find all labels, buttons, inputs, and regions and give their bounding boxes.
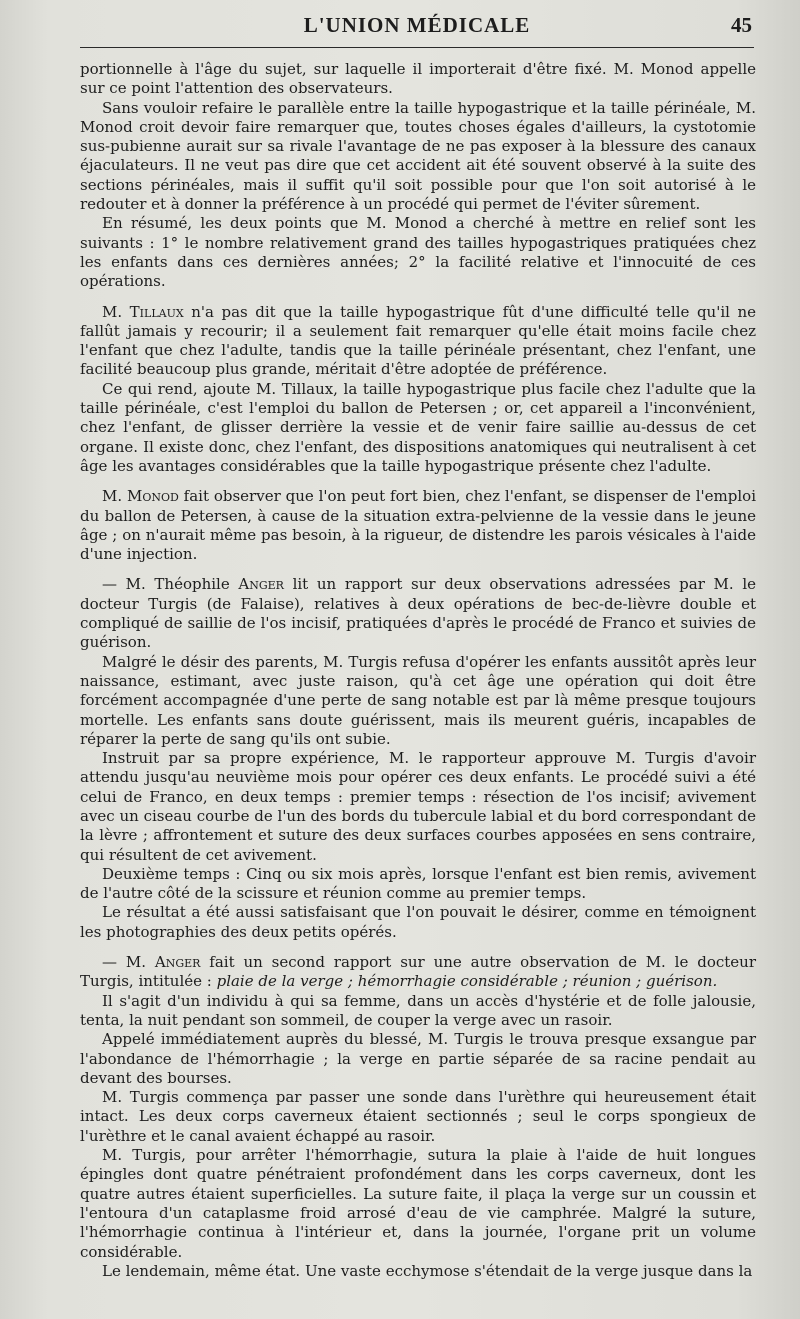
paragraph-text: M. Turgis commença par passer une sonde dans l'urèthre qui heureusement était intact. Les deux corps caverneux étaient sectionnés ; seul le corps spongieux de l'urèthre et le canal avaient échappé au rasoir. <box>80 1088 756 1145</box>
paragraph <box>80 903 756 942</box>
paragraph-lead: — M. <box>102 953 155 972</box>
paragraph-lead: M. <box>102 302 130 321</box>
paragraph-text: Deuxième temps : Cinq ou six mois après, lorsque l'enfant est bien remis, avivement de l'autre côté de la scissure et réunion comme au premier temps. <box>80 864 756 903</box>
paragraph-text: portionnelle à l'âge du sujet, sur laquelle il importerait d'être fixé. M. Monod appelle sur ce point l'attention des observateurs. <box>80 60 756 98</box>
paragraph-text: Malgré le désir des parents, M. Turgis refusa d'opérer les enfants aussitôt après leur naissance, estimant, avec juste raison, qu'à cet âge une opération qui doit être forcément accompagnée d'une perte de sang notable est par là même presque toujours mortelle. Les enfants sans doute guérissent, mais ils meurent guéris, incapables de réparer la perte de sang qu'ils ont subie. <box>80 652 756 748</box>
paragraph-lead: — M. Théophile <box>102 575 239 594</box>
title-italic: plaie de la verge ; hémorrhagie considérable ; réunion ; guérison. <box>216 972 718 991</box>
paragraph-lead: M. <box>102 487 127 506</box>
paragraph-text: Appelé immédiatement auprès du blessé, M. Turgis le trouva presque exsangue par l'abondance de l'hémorrhagie ; la verge en partie séparée de sa racine pendait au devant des bourses. <box>80 1030 756 1087</box>
page-number: 45 <box>731 13 752 37</box>
paragraph <box>80 653 756 749</box>
paragraph-text: fait un second rapport sur une autre observation de M. le docteur Turgis, intitulée : <box>80 953 756 991</box>
paragraph <box>80 953 756 992</box>
paragraph-text: fait observer que l'on peut fort bien, chez l'enfant, se dispenser de l'emploi du ballon de Petersen, à cause de la situation extra-pelvienne de la vessie dans le jeune âge ; on n'aurait même pas besoin, à la rigueur, de distendre les parois vésicales à l'aide d'une injection. <box>80 487 756 564</box>
speaker-name: Monod <box>126 487 179 506</box>
paragraph-text: En résumé, les deux points que M. Monod a cherché à mettre en relief sont les suivants : 1° le nombre relativement grand des tailles hypogastriques pratiquées chez les enfants dans ces dernières années; 2° la facilité relative et l'innocuité de ces opérations. <box>80 214 756 291</box>
paragraph <box>80 1146 756 1262</box>
paragraph-text: Ce qui rend, ajoute M. Tillaux, la taille hypogastrique plus facile chez l'adulte que la taille périnéale, c'est l'emploi du ballon de Petersen ; or, cet appareil a l'inconvénient, chez l'enfant, de glisser derrière la vessie et de venir faire saillie au-dessus de cet organe. Il existe donc, chez l'enfant, des dispositions anatomiques qui neutralisent à cet âge les avantages considérables que la taille hypogastrique présente chez l'adulte. <box>80 379 756 475</box>
paragraph <box>80 1088 756 1146</box>
paragraph <box>80 487 756 564</box>
paragraph <box>80 575 756 652</box>
paragraph <box>80 749 756 865</box>
paragraph-text: n'a pas dit que la taille hypogastrique fût d'une difficulté telle qu'il ne fallût jamais y recourir; il a seulement fait remarquer qu'elle était moins facile chez l'enfant que chez l'adulte, tandis que la taille périnéale présentant, chez l'enfant, une facilité beaucoup plus grande, méritait d'être adoptée de préférence. <box>80 302 756 379</box>
page-header <box>80 13 754 48</box>
speaker-name: Anger <box>154 953 201 972</box>
article-body <box>80 60 756 1281</box>
paragraph <box>80 303 756 380</box>
paragraph-text: Instruit par sa propre expérience, M. le rapporteur approuve M. Turgis d'avoir attendu jusqu'au neuvième mois pour opérer ces deux enfants. Le procédé suivi a été celui de Franco, en deux temps : premier temps : résection de l'os incisif; avivement avec un ciseau courbe de l'un des bords du tubercule labial et du bord correspondant de la lèvre ; affrontement et suture des deux surfaces courbes apposées en sens contraire, qui résultent de cet avivement. <box>80 749 756 864</box>
paragraph-text: lit un rapport sur deux observations adressées par M. le docteur Turgis (de Falaise), relatives à deux opérations de bec-de-lièvre double et compliqué de saillie de l'os incisif, pratiquées d'après le procédé de Franco et suivies de guérison. <box>80 575 756 652</box>
speaker-name: Anger <box>238 575 284 594</box>
paragraph-text: Le résultat a été aussi satisfaisant que l'on pouvait le désirer, comme en témoignent les photographies des deux petits opérés. <box>80 903 756 941</box>
running-title: L'UNION MÉDICALE <box>303 13 531 37</box>
paragraph <box>80 99 756 215</box>
paragraph <box>80 214 756 291</box>
paragraph <box>80 1030 756 1088</box>
paragraph <box>80 380 756 476</box>
speaker-name: Tillaux <box>129 302 184 321</box>
paragraph-text: Le lendemain, même état. Une vaste ecchymose s'étendait de la verge jusque dans la <box>102 1261 753 1280</box>
paragraph-text: M. Turgis, pour arrêter l'hémorrhagie, sutura la plaie à l'aide de huit longues épingles dont quatre pénétraient profondément dans les corps caverneux, dont les quatre autres étaient superficielles. La suture faite, il plaça la verge sur un coussin et l'entoura d'un cataplasme froid arrosé d'eau de vie camphrée. Malgré la suture, l'hémorrhagie continua à l'intérieur et, dans la journée, l'organe prit un volume considérable. <box>80 1146 756 1261</box>
paragraph <box>80 1262 756 1281</box>
paragraph-text: Sans vouloir refaire le parallèle entre la taille hypogastrique et la taille périnéale, M. Monod croit devoir faire remarquer que, toutes choses égales d'ailleurs, la cystotomie sus-pubienne aurait sur sa rivale l'avantage de ne pas exposer à la blessure des canaux éjaculateurs. Il ne veut pas dire que cet accident ait été souvent observé à la suite des sections périnéales, mais il suffit qu'il soit possible pour que l'on soit autorisé à le redouter et à donner la préférence à un procédé qui permet de l'éviter sûrement. <box>80 98 756 214</box>
paragraph <box>80 992 756 1031</box>
paragraph-text: Il s'agit d'un individu à qui sa femme, dans un accès d'hystérie et de folle jalousie, tenta, la nuit pendant son sommeil, de couper la verge avec un rasoir. <box>80 991 756 1029</box>
paragraph <box>80 60 756 99</box>
paragraph <box>80 865 756 904</box>
